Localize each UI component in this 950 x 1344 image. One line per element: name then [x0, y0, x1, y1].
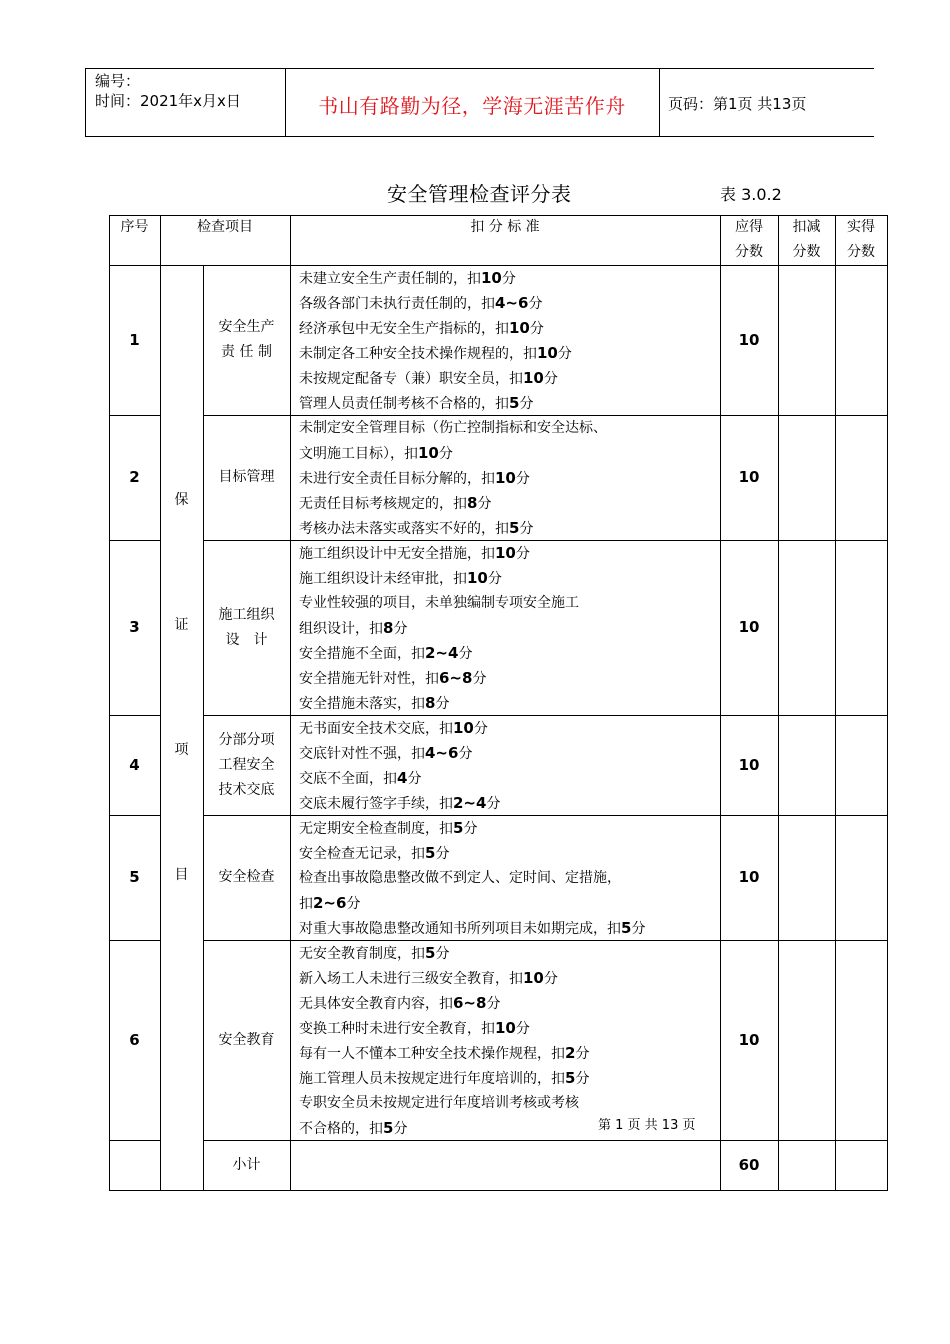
- row-actual-score: [835, 540, 887, 715]
- criteria-unit: 分: [407, 771, 422, 787]
- row-deduct-score: [778, 815, 835, 940]
- table-rule: [778, 215, 779, 1191]
- criteria-unit: 分: [435, 696, 450, 712]
- criteria-text: 新入场工人未进行三级安全教育，扣: [299, 971, 523, 987]
- row-seq: 5: [129, 868, 140, 886]
- criteria-text: 未建立安全生产责任制的，扣: [299, 271, 481, 287]
- row-item-text: [219, 603, 275, 653]
- criteria-points: 10: [467, 569, 488, 587]
- criteria-points: 10: [495, 1019, 516, 1037]
- criteria-unit: 分: [519, 521, 534, 537]
- criteria-line: [299, 466, 607, 491]
- row-deduct-score: [778, 540, 835, 715]
- criteria-line: [299, 716, 500, 741]
- criteria-text: 无责任目标考核规定的，扣: [299, 496, 467, 512]
- criteria-points: 2: [565, 1044, 576, 1062]
- criteria-line: [299, 541, 579, 566]
- criteria-text: 未进行安全责任目标分解的，扣: [299, 471, 495, 487]
- row-due-score: 10: [738, 330, 760, 349]
- table-rule: [835, 215, 836, 1191]
- table-rule: [203, 265, 204, 1191]
- criteria-line: [299, 591, 579, 616]
- criteria-line: [299, 941, 589, 966]
- criteria-points: 8: [467, 494, 478, 512]
- criteria-line: [299, 966, 589, 991]
- page-title: 安全管理检查评分表: [387, 182, 572, 206]
- criteria-line: [299, 391, 572, 416]
- criteria-line: [299, 616, 579, 641]
- row-seq: 4: [129, 755, 140, 774]
- criteria-points: 10: [495, 469, 516, 487]
- criteria-points: 10: [523, 369, 544, 387]
- criteria-line: [299, 841, 645, 866]
- row-item-text: [219, 315, 275, 365]
- table-number: 表 3.0.2: [720, 185, 782, 204]
- criteria-unit: 分: [528, 296, 543, 312]
- criteria-unit: 分: [501, 271, 516, 287]
- row-actual-score: [835, 815, 887, 940]
- criteria-line: [299, 641, 579, 666]
- row-item: [203, 415, 290, 540]
- row-deduct-score: [778, 265, 835, 415]
- criteria-text: 经济承包中无安全生产指标的，扣: [299, 321, 509, 337]
- row-item: [203, 715, 290, 815]
- criteria-text: 检查出事故隐患整改做不到定人、定时间、定措施，: [299, 870, 621, 886]
- criteria-points: 10: [537, 344, 558, 362]
- row-actual-score: [835, 715, 887, 815]
- criteria-text: 未制定各工种安全技术操作规程的，扣: [299, 346, 537, 362]
- criteria-text: 施工组织设计未经审批，扣: [299, 571, 467, 587]
- header-due: [720, 215, 778, 265]
- criteria-text: 专业性较强的项目，未单独编制专项安全施工: [299, 595, 579, 611]
- row-item-text-line: 目标管理: [218, 469, 275, 485]
- subtotal-seq: [109, 1140, 160, 1190]
- row-item-text: [219, 1028, 275, 1053]
- criteria-line: [299, 366, 572, 391]
- criteria-line: [299, 1041, 589, 1066]
- row-item-text-line: 安全生产: [218, 319, 275, 335]
- header-deduct: [778, 215, 835, 265]
- criteria-text: 未制定安全管理目标（伤亡控制指标和安全达标、: [299, 420, 607, 436]
- criteria-unit: 分: [557, 346, 572, 362]
- row-criteria: [299, 941, 589, 1141]
- criteria-line: [299, 266, 572, 291]
- criteria-line: [299, 991, 589, 1016]
- criteria-unit: 分: [473, 721, 488, 737]
- criteria-line: [299, 1091, 589, 1116]
- criteria-points: 10: [481, 269, 502, 287]
- criteria-points: 2~4: [453, 794, 487, 812]
- criteria-text: 无具体安全教育内容，扣: [299, 996, 453, 1012]
- row-item: [203, 940, 290, 1140]
- criteria-line: [299, 766, 500, 791]
- criteria-unit: 分: [515, 1021, 530, 1037]
- criteria-line: [299, 441, 607, 466]
- criteria-unit: 分: [458, 746, 473, 762]
- criteria-text: 无书面安全技术交底，扣: [299, 721, 453, 737]
- criteria-points: 5: [425, 944, 436, 962]
- criteria-unit: 分: [438, 446, 453, 462]
- criteria-line: [299, 566, 579, 591]
- criteria-unit: 分: [631, 921, 646, 937]
- criteria-text: 交底未履行签字手续，扣: [299, 796, 453, 812]
- criteria-points: 10: [453, 719, 474, 737]
- row-item-text-line: 工程安全: [218, 756, 275, 773]
- category-char: 证: [174, 617, 189, 633]
- criteria-unit: 分: [515, 546, 530, 562]
- criteria-points: 5: [509, 519, 520, 537]
- row-item: [203, 540, 290, 715]
- row-item-text-line: 分部分项: [218, 731, 275, 748]
- criteria-text: 交底针对性不强，扣: [299, 746, 425, 762]
- criteria-points: 4~6: [495, 294, 529, 312]
- header-seq: 序号: [120, 219, 149, 235]
- criteria-unit: 分: [472, 671, 487, 687]
- criteria-text: 施工管理人员未按规定进行年度培训的，扣: [299, 1071, 565, 1087]
- row-criteria: [299, 816, 645, 941]
- criteria-points: 5: [509, 394, 520, 412]
- criteria-text: 专职安全员未按规定进行年度培训考核或考核: [299, 1095, 579, 1111]
- table-rule: [109, 1190, 888, 1191]
- criteria-points: 10: [495, 544, 516, 562]
- criteria-text: 安全措施未落实，扣: [299, 696, 425, 712]
- criteria-line: [299, 1116, 589, 1141]
- date-line: 时间：2021年x月x日: [95, 92, 241, 110]
- header-criteria: 扣 分 标 准: [470, 219, 540, 235]
- subtotal-due: 60: [738, 1155, 760, 1174]
- row-criteria: [299, 266, 572, 416]
- table-rule: [109, 715, 161, 716]
- criteria-text: 管理人员责任制考核不合格的，扣: [299, 396, 509, 412]
- row-item-text-line: 责 任 制: [221, 344, 272, 360]
- criteria-line: [299, 341, 572, 366]
- criteria-text: 无安全教育制度，扣: [299, 946, 425, 962]
- row-deduct-score: [778, 940, 835, 1140]
- row-item-text: [219, 865, 275, 890]
- row-deduct-score: [778, 415, 835, 540]
- header-due-text: [735, 215, 763, 265]
- criteria-unit: 分: [435, 846, 450, 862]
- table-rule: [887, 215, 888, 1191]
- criteria-points: 5: [565, 1069, 576, 1087]
- row-seq: 6: [129, 1030, 140, 1049]
- row-item: [203, 815, 290, 940]
- row-item-text-line: 安全教育: [218, 1031, 275, 1048]
- criteria-points: 5: [383, 1119, 394, 1137]
- row-item-text-line: 设 计: [225, 631, 268, 648]
- criteria-unit: 分: [519, 396, 534, 412]
- criteria-text: 变换工种时未进行安全教育，扣: [299, 1021, 495, 1037]
- criteria-text: 施工组织设计中无安全措施，扣: [299, 546, 495, 562]
- criteria-line: [299, 816, 645, 841]
- row-criteria: [299, 716, 500, 816]
- criteria-points: 10: [418, 444, 439, 462]
- row-item-text-line: 技术交底: [218, 781, 275, 798]
- table-rule: [109, 815, 161, 816]
- criteria-unit: 分: [575, 1046, 590, 1062]
- subtotal-label: 小计: [232, 1156, 261, 1173]
- row-seq: 2: [129, 468, 140, 486]
- criteria-line: [299, 1016, 589, 1041]
- criteria-text: 扣: [299, 896, 313, 912]
- criteria-points: 6~8: [439, 669, 473, 687]
- criteria-points: 10: [509, 319, 530, 337]
- header-actual-text-line: 实得: [847, 219, 875, 235]
- serial-label: 编号：: [95, 72, 141, 90]
- criteria-unit: 分: [393, 621, 408, 637]
- table-rule: [109, 215, 888, 216]
- table-rule: [109, 1140, 161, 1141]
- criteria-line: [299, 416, 607, 441]
- criteria-unit: 分: [515, 471, 530, 487]
- criteria-line: [299, 866, 645, 891]
- criteria-text: 无定期安全检查制度，扣: [299, 821, 453, 837]
- table-rule: [109, 940, 161, 941]
- criteria-line: [299, 891, 645, 916]
- criteria-unit: 分: [543, 971, 558, 987]
- criteria-unit: 分: [346, 896, 361, 912]
- category-label: [160, 265, 203, 1140]
- category-char: 项: [174, 742, 189, 758]
- criteria-line: [299, 516, 607, 541]
- criteria-text: 考核办法未落实或落实不好的，扣: [299, 521, 509, 537]
- criteria-unit: 分: [435, 946, 450, 962]
- table-rule: [109, 215, 110, 1191]
- criteria-text: 组织设计，扣: [299, 621, 383, 637]
- criteria-unit: 分: [575, 1071, 590, 1087]
- criteria-text: 未按规定配备专（兼）职安全员，扣: [299, 371, 523, 387]
- table-rule: [203, 1140, 888, 1141]
- criteria-text: 不合格的，扣: [299, 1121, 383, 1137]
- header-actual-text: [847, 215, 875, 265]
- row-criteria: [299, 541, 579, 716]
- criteria-unit: 分: [463, 821, 478, 837]
- header-due-text-line: 应得: [735, 219, 763, 235]
- table-rule: [203, 540, 888, 541]
- table-rule: [109, 265, 888, 266]
- category-char: 目: [174, 867, 189, 883]
- table-rule: [203, 715, 888, 716]
- criteria-points: 5: [425, 844, 436, 862]
- table-rule: [203, 415, 888, 416]
- row-due-score: 10: [738, 868, 760, 886]
- criteria-points: 5: [453, 819, 464, 837]
- criteria-unit: 分: [486, 996, 501, 1012]
- table-rule: [290, 215, 291, 1191]
- header-actual: [835, 215, 887, 265]
- row-item-text: [219, 465, 275, 490]
- criteria-line: [299, 316, 572, 341]
- criteria-unit: 分: [543, 371, 558, 387]
- table-rule: [720, 215, 721, 1191]
- page-footer: 第 1 页 共 13 页: [598, 1118, 696, 1133]
- criteria-points: 8: [383, 619, 394, 637]
- criteria-unit: 分: [529, 321, 544, 337]
- criteria-line: [299, 666, 579, 691]
- header-deduct-text: [793, 215, 821, 265]
- row-deduct-score: [778, 715, 835, 815]
- row-actual-score: [835, 415, 887, 540]
- criteria-unit: 分: [393, 1121, 408, 1137]
- criteria-text: 各级各部门未执行责任制的，扣: [299, 296, 495, 312]
- criteria-text: 对重大事故隐患整改通知书所列项目未如期完成，扣: [299, 921, 621, 937]
- row-item: [203, 265, 290, 415]
- criteria-line: [299, 1066, 589, 1091]
- criteria-points: 8: [425, 694, 436, 712]
- criteria-line: [299, 291, 572, 316]
- row-actual-score: [835, 940, 887, 1140]
- header-deduct-text-line: 扣减: [792, 219, 821, 235]
- criteria-points: 5: [621, 919, 632, 937]
- row-due-score: 10: [738, 1030, 760, 1049]
- row-due-score: 10: [738, 618, 760, 636]
- criteria-line: [299, 916, 645, 941]
- criteria-unit: 分: [486, 796, 501, 812]
- criteria-points: 4: [397, 769, 408, 787]
- criteria-points: 10: [523, 969, 544, 987]
- row-due-score: 10: [738, 468, 760, 486]
- row-item-text: [219, 728, 275, 803]
- criteria-text: 文明施工目标），扣: [299, 446, 418, 462]
- criteria-line: [299, 741, 500, 766]
- motto: 书山有路勤为径，学海无涯苦作舟: [318, 94, 626, 118]
- criteria-unit: 分: [487, 571, 502, 587]
- criteria-text: 每有一人不懂本工种安全技术操作规程，扣: [299, 1046, 565, 1062]
- criteria-points: 2~4: [425, 644, 459, 662]
- criteria-unit: 分: [477, 496, 492, 512]
- criteria-line: [299, 691, 579, 716]
- table-rule: [203, 815, 888, 816]
- header-actual-text-line: 分数: [847, 244, 875, 260]
- page-info: 页码：第1页 共13页: [668, 95, 807, 113]
- row-seq: 1: [129, 330, 140, 349]
- criteria-points: 6~8: [453, 994, 487, 1012]
- table-rule: [109, 540, 161, 541]
- category-char: 保: [174, 492, 189, 508]
- criteria-text: 交底不全面，扣: [299, 771, 397, 787]
- criteria-points: 4~6: [425, 744, 459, 762]
- criteria-line: [299, 491, 607, 516]
- row-item-text-line: 安全检查: [218, 869, 275, 885]
- row-criteria: [299, 416, 607, 541]
- criteria-unit: 分: [458, 646, 473, 662]
- row-due-score: 10: [738, 755, 760, 774]
- row-item-text-line: 施工组织: [218, 606, 275, 623]
- row-actual-score: [835, 265, 887, 415]
- criteria-line: [299, 791, 500, 816]
- table-rule: [160, 215, 161, 1191]
- header-due-text-line: 分数: [735, 244, 763, 260]
- header-deduct-text-line: 分数: [792, 244, 821, 260]
- criteria-points: 2~6: [313, 894, 347, 912]
- table-rule: [203, 940, 888, 941]
- criteria-text: 安全检查无记录，扣: [299, 846, 425, 862]
- row-seq: 3: [129, 618, 140, 636]
- criteria-text: 安全措施无针对性，扣: [299, 671, 439, 687]
- table-rule: [109, 415, 161, 416]
- header-item: 检查项目: [197, 219, 253, 235]
- criteria-text: 安全措施不全面，扣: [299, 646, 425, 662]
